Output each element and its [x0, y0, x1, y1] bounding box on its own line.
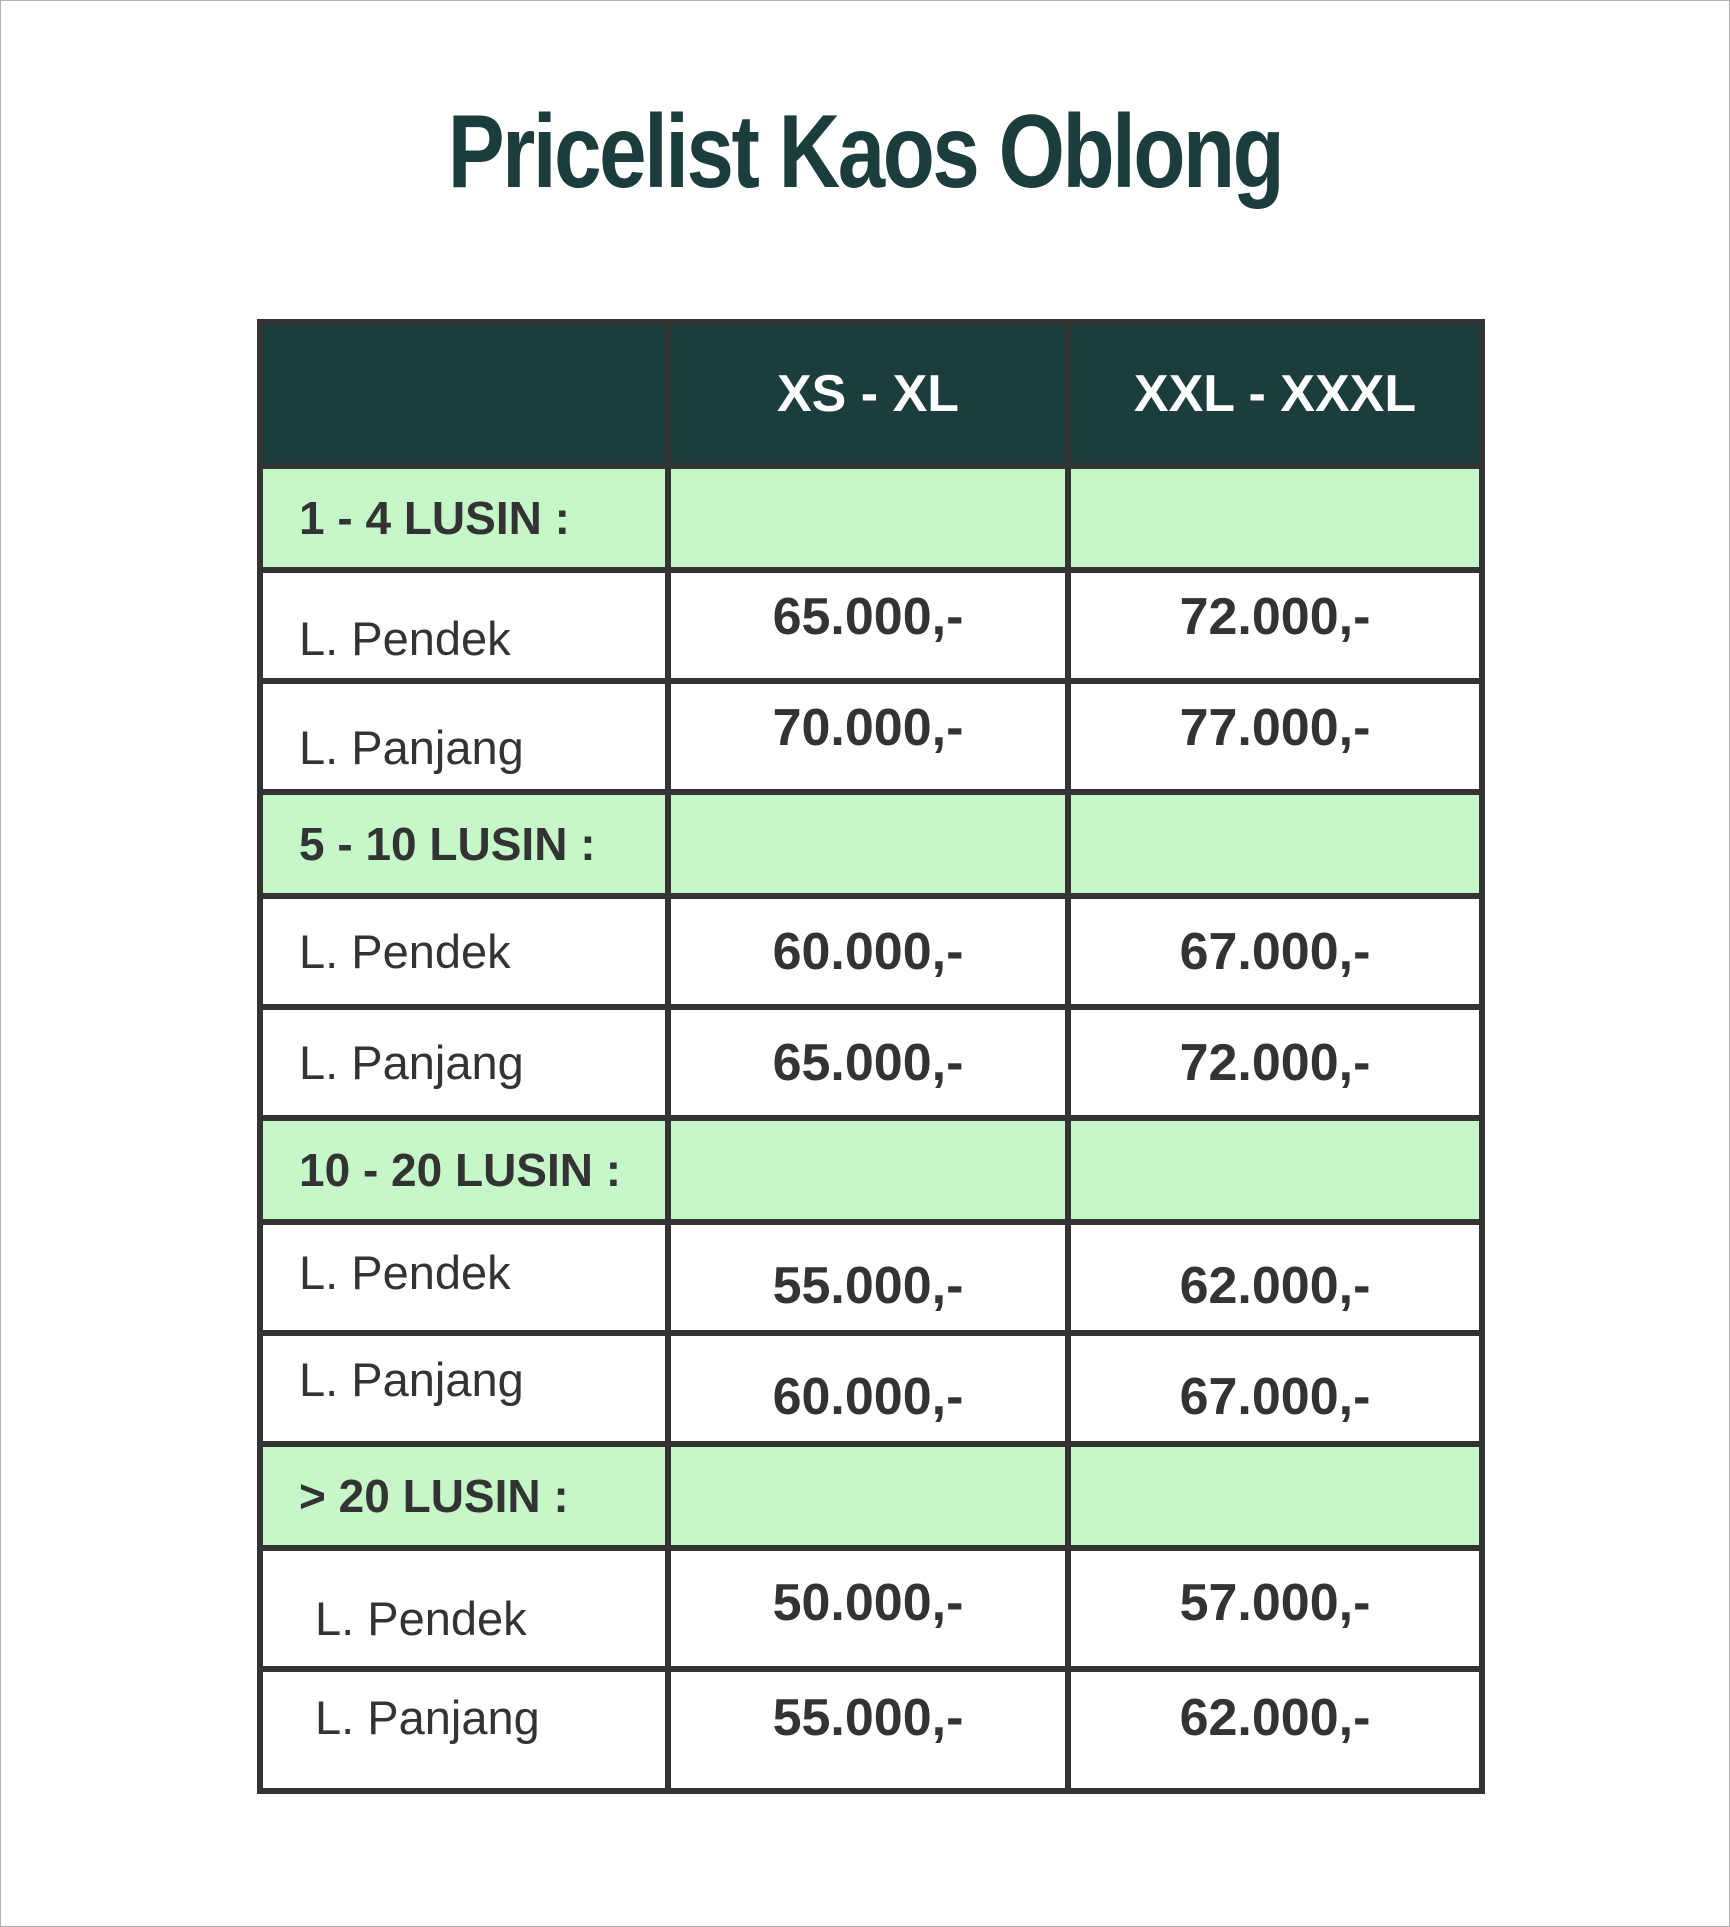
row-label: L. Panjang	[260, 1333, 668, 1444]
header-cell-xxl-xxxl: XXL - XXXL	[1068, 322, 1482, 466]
row-label: L. Panjang	[260, 1669, 668, 1791]
table-row	[260, 681, 1482, 792]
group-empty-cell	[1068, 792, 1482, 896]
table-row	[260, 570, 1482, 681]
price-xxl-xxxl: 72.000,-	[1068, 570, 1482, 681]
row-label: L. Panjang	[260, 681, 668, 792]
table-row	[260, 896, 1482, 1007]
group-label: 1 - 4 LUSIN :	[260, 466, 668, 570]
group-empty-cell	[668, 466, 1068, 570]
price-xs-xl: 70.000,-	[668, 681, 1068, 792]
price-xxl-xxxl: 67.000,-	[1068, 1333, 1482, 1444]
table-row	[260, 1007, 1482, 1118]
group-empty-cell	[1068, 1118, 1482, 1222]
price-xs-xl: 55.000,-	[668, 1669, 1068, 1791]
price-table	[257, 319, 1485, 1794]
row-label: L. Pendek	[260, 896, 668, 1007]
group-row	[260, 1118, 1482, 1222]
row-label: L. Pendek	[260, 570, 668, 681]
price-xxl-xxxl: 77.000,-	[1068, 681, 1482, 792]
group-empty-cell	[668, 1444, 1068, 1548]
table-row	[260, 1669, 1482, 1791]
price-xs-xl: 50.000,-	[668, 1548, 1068, 1669]
group-row	[260, 1444, 1482, 1548]
group-label: > 20 LUSIN :	[260, 1444, 668, 1548]
group-row	[260, 792, 1482, 896]
group-empty-cell	[668, 792, 1068, 896]
price-xxl-xxxl: 62.000,-	[1068, 1222, 1482, 1333]
group-empty-cell	[1068, 1444, 1482, 1548]
price-xs-xl: 60.000,-	[668, 1333, 1068, 1444]
group-empty-cell	[668, 1118, 1068, 1222]
table-header-row	[260, 322, 1482, 466]
group-row	[260, 466, 1482, 570]
header-cell-xs-xl: XS - XL	[668, 322, 1068, 466]
header-cell-empty	[260, 322, 668, 466]
price-xs-xl: 55.000,-	[668, 1222, 1068, 1333]
table-row	[260, 1548, 1482, 1669]
group-label: 10 - 20 LUSIN :	[260, 1118, 668, 1222]
table-row	[260, 1222, 1482, 1333]
price-xxl-xxxl: 62.000,-	[1068, 1669, 1482, 1791]
price-xxl-xxxl: 72.000,-	[1068, 1007, 1482, 1118]
price-xs-xl: 60.000,-	[668, 896, 1068, 1007]
row-label: L. Pendek	[260, 1548, 668, 1669]
row-label: L. Pendek	[260, 1222, 668, 1333]
price-xs-xl: 65.000,-	[668, 570, 1068, 681]
page-title: Pricelist Kaos Oblong	[447, 94, 1283, 210]
price-xxl-xxxl: 57.000,-	[1068, 1548, 1482, 1669]
row-label: L. Panjang	[260, 1007, 668, 1118]
price-xxl-xxxl: 67.000,-	[1068, 896, 1482, 1007]
group-empty-cell	[1068, 466, 1482, 570]
price-xs-xl: 65.000,-	[668, 1007, 1068, 1118]
group-label: 5 - 10 LUSIN :	[260, 792, 668, 896]
table-row	[260, 1333, 1482, 1444]
